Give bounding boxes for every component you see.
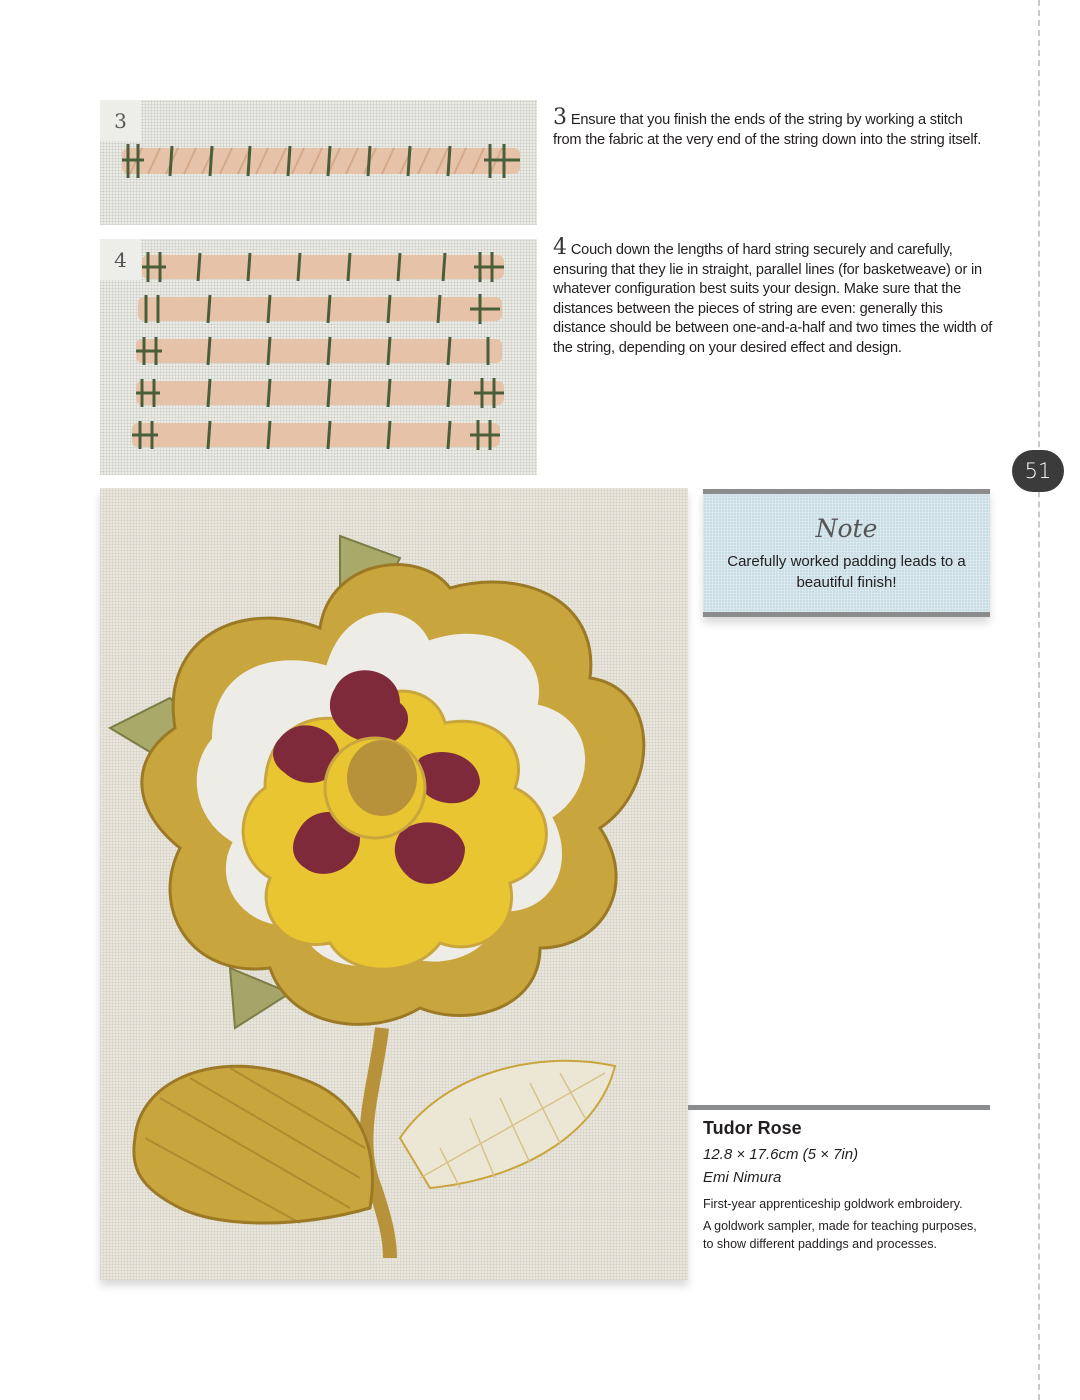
page-edge-dashed-line	[1038, 0, 1040, 1400]
step-4-number: 4	[553, 235, 567, 260]
caption-author: Emi Nimura	[703, 1169, 782, 1186]
single-string-illustration	[100, 100, 537, 225]
note-text: Carefully worked padding leads to a beautiful finish!	[727, 553, 966, 591]
parallel-strings-illustration	[100, 239, 537, 475]
step-3-text	[553, 105, 993, 150]
note-title: Note	[815, 514, 878, 543]
caption-rule	[688, 1105, 990, 1110]
tudor-rose-illustration	[100, 488, 688, 1280]
tudor-rose-embroidery-photo	[100, 488, 688, 1280]
page-number-tab: 51	[1012, 450, 1064, 492]
step-3-description: Ensure that you finish the ends of the string by working a stitch from the fabric at the very end of the string down into the string itself.	[553, 112, 982, 148]
caption-description-1: First-year apprenticeship goldwork embroidery.	[703, 1197, 963, 1211]
note-callout	[703, 489, 990, 617]
step-4-description: Couch down the lengths of hard string securely and carefully, ensuring that they lie in straight, parallel lines (for basketweave) or in whatever configuration best suits your design. Make sure that the distances between the pieces of string are even: generally this distance should be between one-and-a-half and two times the width of the string, depending on your desired effect and design.	[553, 242, 993, 356]
step-4-text	[553, 235, 993, 359]
caption-title: Tudor Rose	[703, 1118, 802, 1138]
step-4-photo-label: 4	[100, 239, 141, 280]
caption-description-2: A goldwork sampler, made for teaching purposes, to show different paddings and processes.	[703, 1219, 977, 1251]
step-3-number: 3	[553, 105, 567, 130]
step-3-photo	[100, 100, 537, 225]
step-4-photo	[100, 239, 537, 475]
photo-caption	[703, 1118, 988, 1253]
caption-dimensions: 12.8 × 17.6cm (5 × 7in)	[703, 1146, 859, 1163]
step-3-photo-label: 3	[100, 100, 141, 141]
